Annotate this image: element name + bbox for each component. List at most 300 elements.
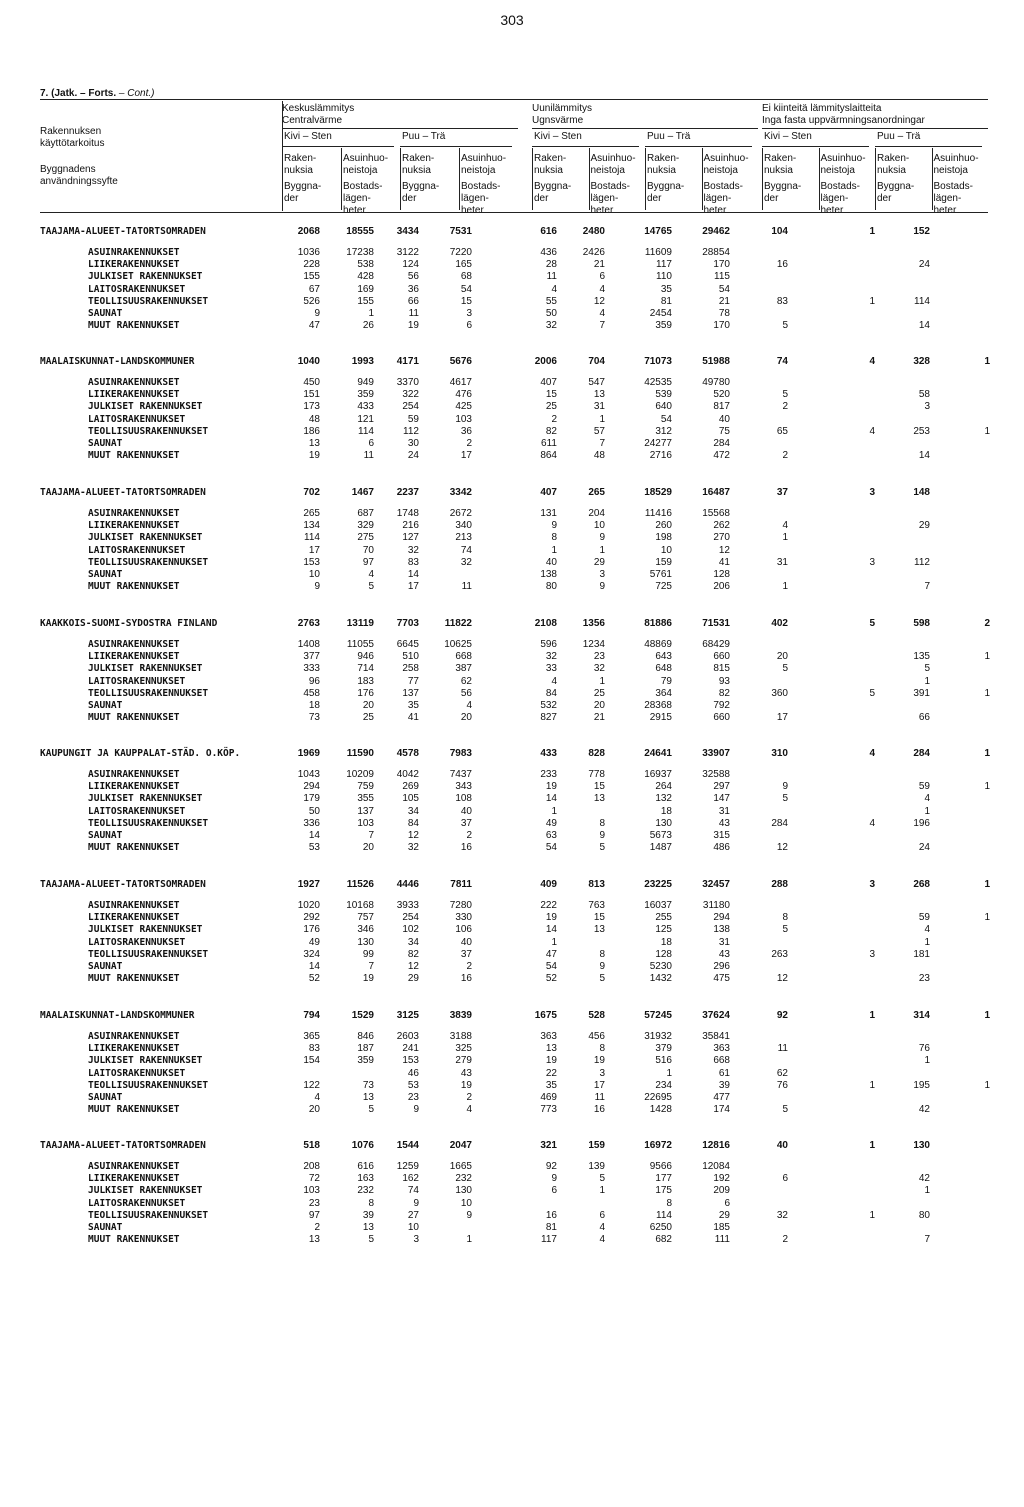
section-total-cell: 1675	[534, 1010, 557, 1021]
material-rule-1	[400, 146, 512, 147]
measure-label-sv3: heter	[590, 205, 614, 216]
section-title: TAAJAMA-ALUEET-TATORTSOMRADEN	[40, 226, 206, 237]
table-cell: 80	[545, 581, 557, 593]
measure-label-fi2: neistoja	[343, 165, 378, 176]
table-cell: 25	[545, 401, 557, 413]
table-cell: 52	[308, 973, 320, 985]
table-cell: 19	[593, 1055, 605, 1067]
table-cell: 228	[303, 259, 320, 271]
heating-group-rule-1	[532, 128, 758, 129]
section-total-cell: 3342	[449, 487, 472, 498]
table-cell: 114	[656, 1209, 672, 1221]
heating-group-rule-2	[762, 128, 988, 129]
table-cell: 3122	[396, 247, 419, 258]
measure-label-sv1: Bostads-	[461, 181, 501, 192]
row-label: MUUT RAKENNUKSET	[88, 842, 180, 854]
table-cell: 322	[402, 389, 419, 401]
table-cell: 20	[362, 842, 374, 854]
table-cell: 262	[713, 520, 730, 532]
table-cell: 31	[718, 936, 730, 948]
table-cell: 173	[303, 401, 320, 413]
table-cell: 176	[357, 687, 374, 699]
table-cell: 59	[407, 413, 419, 425]
section-total-cell: 528	[588, 1010, 605, 1021]
section-total-cell: 1	[869, 1010, 875, 1021]
section-total-cell: 2480	[582, 226, 605, 237]
table-cell: 4042	[396, 769, 419, 780]
measure-label-sv3: heter	[461, 205, 484, 216]
table-cell: 135	[913, 651, 930, 663]
table-cell: 9	[599, 581, 605, 593]
row-label: JULKISET RAKENNUKSET	[88, 271, 203, 283]
table-cell: 260	[655, 520, 672, 532]
table-cell: 35	[545, 1079, 557, 1091]
table-cell: 43	[460, 1067, 472, 1079]
table-cell: 6250	[649, 1222, 672, 1233]
table-cell: 25	[593, 687, 605, 699]
measure-label-sv3: heter	[933, 205, 957, 216]
row-label: SAUNAT	[88, 700, 123, 711]
table-cell: 1	[924, 1185, 930, 1197]
row-label: ASUINRAKENNUKSET	[88, 769, 180, 780]
section-total-cell: 265	[588, 487, 605, 498]
table-cell: 7	[924, 1234, 930, 1246]
section-total-cell: 18529	[644, 487, 672, 498]
table-cell: 1	[984, 651, 990, 663]
table-cell: 428	[357, 271, 374, 283]
row-label: TEOLLISUUSRAKENNUKSET	[88, 817, 209, 829]
table-cell: 778	[588, 769, 605, 780]
table-cell: 18	[660, 936, 672, 948]
table-cell: 23	[308, 1197, 320, 1209]
table-cell: 31	[718, 805, 730, 817]
table-cell: 19	[460, 1079, 472, 1091]
heating-group-sv: Inga fasta uppvärmningsanordningar	[762, 115, 925, 126]
table-cell: 9	[551, 520, 557, 532]
table-cell: 596	[540, 639, 557, 650]
section-total-cell: 23225	[644, 879, 672, 890]
row-label: ASUINRAKENNUKSET	[88, 1161, 180, 1172]
table-cell: 6	[368, 438, 374, 449]
table-cell: 3370	[396, 377, 419, 388]
table-cell: 2	[782, 450, 788, 462]
table-cell: 10	[407, 1222, 419, 1233]
table-cell: 97	[308, 1209, 320, 1221]
table-cell: 7	[368, 830, 374, 841]
group-divider	[282, 101, 283, 211]
table-cell: 163	[357, 1173, 374, 1185]
table-cell: 13	[545, 1043, 557, 1055]
measure-label	[704, 153, 757, 217]
table-cell: 340	[455, 520, 472, 532]
table-cell: 58	[918, 389, 930, 401]
table-cell: 8	[782, 912, 788, 924]
table-cell: 17	[776, 712, 788, 724]
section-total-cell: 314	[913, 1010, 930, 1021]
table-cell: 7280	[449, 900, 472, 911]
table-cell: 13	[362, 1222, 374, 1233]
table-cell: 162	[402, 1173, 419, 1185]
section-total-cell: 152	[913, 226, 930, 237]
table-cell: 30	[407, 438, 419, 449]
row-label: JULKISET RAKENNUKSET	[88, 663, 203, 675]
table-cell: 16	[545, 1209, 557, 1221]
section-total-cell: 13119	[346, 618, 374, 629]
table-cell: 84	[545, 687, 557, 699]
table-cell: 25	[362, 712, 374, 724]
table-cell: 55	[545, 295, 557, 307]
row-label: ASUINRAKENNUKSET	[88, 247, 180, 258]
measure-label-fi2: nuksia	[534, 165, 563, 176]
section-total-cell: 11822	[444, 618, 472, 629]
table-cell: 9	[314, 308, 320, 319]
measure-label	[402, 153, 457, 205]
table-cell: 179	[303, 793, 320, 805]
table-cell: 10625	[444, 639, 472, 650]
section-total-cell: 433	[540, 748, 557, 759]
table-cell: 24	[918, 842, 930, 854]
table-cell: 29	[918, 520, 930, 532]
table-cell: 19	[362, 973, 374, 985]
table-cell: 5	[782, 389, 788, 401]
table-cell: 5	[782, 924, 788, 936]
section-total-cell: 1	[869, 226, 875, 237]
table-cell: 42	[918, 1104, 930, 1116]
measure-label-fi1: Asuinhuo-	[343, 153, 389, 164]
table-cell: 21	[718, 295, 730, 307]
table-cell: 6	[551, 1185, 557, 1197]
row-label: ASUINRAKENNUKSET	[88, 639, 180, 650]
section-total-cell: 518	[303, 1140, 320, 1151]
table-cell: 11416	[644, 508, 672, 519]
section-total-cell: 37	[776, 487, 788, 498]
table-cell: 292	[303, 912, 320, 924]
table-cell: 27	[407, 1209, 419, 1221]
table-cell: 8	[599, 1043, 605, 1055]
table-cell: 31180	[702, 900, 730, 911]
section-total-cell: 7983	[449, 748, 472, 759]
table-cell: 29	[718, 1209, 730, 1221]
table-cell: 41	[407, 712, 419, 724]
table-cell: 9	[413, 1197, 419, 1209]
table-cell: 2	[466, 438, 472, 449]
table-cell: 15	[593, 781, 605, 793]
table-cell: 16937	[644, 769, 672, 780]
measure-label-sv3: heter	[820, 205, 844, 216]
section-total-cell: 794	[303, 1010, 320, 1021]
table-cell: 757	[357, 912, 374, 924]
table-cell: 3	[466, 308, 472, 319]
section-total-cell: 268	[913, 879, 930, 890]
measure-label-sv1: Bostads-	[820, 181, 860, 192]
table-cell: 102	[402, 924, 419, 936]
row-label: LAITOSRAKENNUKSET	[88, 1197, 186, 1209]
table-cell: 17	[407, 581, 419, 593]
section-title: TAAJAMA-ALUEET-TATORTSOMRADEN	[40, 879, 206, 890]
table-cell: 475	[713, 973, 730, 985]
section-total-cell: 1529	[351, 1010, 374, 1021]
table-cell: 122	[303, 1079, 320, 1091]
table-cell: 5	[368, 1104, 374, 1116]
table-cell: 83	[308, 1043, 320, 1055]
heating-group-fi: Keskuslämmitys	[282, 103, 355, 114]
table-cell: 54	[545, 842, 557, 854]
measure-label-sv1: Bostads-	[590, 181, 630, 192]
material-rule-0	[282, 146, 394, 147]
section-total-cell: 616	[540, 226, 557, 237]
table-cell: 147	[713, 793, 730, 805]
table-cell: 31932	[644, 1031, 672, 1042]
table-cell: 294	[713, 912, 730, 924]
section-total-cell: 7531	[449, 226, 472, 237]
section-total-cell: 702	[303, 487, 320, 498]
table-cell: 11	[777, 1043, 788, 1055]
table-cell: 668	[455, 651, 472, 663]
table-cell: 8	[666, 1197, 672, 1209]
table-cell: 155	[357, 295, 374, 307]
column-divider	[819, 148, 820, 210]
table-cell: 4	[368, 569, 374, 580]
column-divider	[400, 148, 401, 210]
table-cell: 668	[713, 1055, 730, 1067]
measure-label-sv2: lägen-	[703, 193, 732, 204]
table-cell: 1408	[297, 639, 320, 650]
table-cell: 14	[918, 320, 930, 332]
table-cell: 9	[466, 1209, 472, 1221]
table-cell: 174	[713, 1104, 730, 1116]
table-cell: 13	[362, 1092, 374, 1103]
table-cell: 68	[460, 271, 472, 283]
table-cell: 195	[913, 1079, 930, 1091]
column-divider	[532, 148, 533, 210]
table-cell: 112	[914, 556, 930, 568]
table-cell: 155	[303, 271, 320, 283]
measure-label-fi1: Asuinhuo-	[820, 153, 866, 164]
column-divider	[589, 148, 590, 210]
measure-label-fi1: Raken-	[647, 153, 680, 164]
table-cell: 2	[466, 961, 472, 972]
table-cell: 77	[407, 675, 419, 687]
section-total-cell: 11526	[346, 879, 374, 890]
table-cell: 486	[713, 842, 730, 854]
table-cell: 81	[660, 295, 672, 307]
section-total-cell: 2763	[297, 618, 320, 629]
table-cell: 49780	[702, 377, 730, 388]
section-total-cell: 71531	[702, 618, 730, 629]
section-total-cell: 828	[588, 748, 605, 759]
table-cell: 3	[869, 948, 875, 960]
table-cell: 1	[924, 1055, 930, 1067]
measure-label-sv1: Byggna-	[877, 181, 915, 192]
table-cell: 14	[545, 924, 557, 936]
section-total-cell: 3	[869, 487, 875, 498]
table-cell: 130	[455, 1185, 472, 1197]
table-cell: 62	[776, 1067, 788, 1079]
table-cell: 159	[655, 556, 672, 568]
measure-label-sv2: lägen-	[461, 193, 489, 204]
table-cell: 773	[540, 1104, 557, 1116]
table-cell: 5	[869, 687, 875, 699]
table-cell: 254	[402, 912, 419, 924]
table-cell: 7220	[449, 247, 472, 258]
table-cell: 127	[402, 532, 419, 544]
table-cell: 2	[466, 830, 472, 841]
row-label: SAUNAT	[88, 438, 123, 449]
table-cell: 36	[407, 283, 419, 295]
table-cell: 643	[655, 651, 672, 663]
table-cell: 5	[782, 793, 788, 805]
table-cell: 6	[599, 271, 605, 283]
table-cell: 660	[713, 651, 730, 663]
table-cell: 54	[545, 961, 557, 972]
row-label: TEOLLISUUSRAKENNUKSET	[88, 1209, 209, 1221]
section-total-cell: 71073	[644, 356, 672, 367]
heating-group-sv: Centralvärme	[282, 115, 343, 126]
left-header-sv-1: Byggnadens	[40, 164, 96, 175]
table-cell: 41	[718, 556, 730, 568]
row-label: MUUT RAKENNUKSET	[88, 973, 180, 985]
table-cell: 181	[913, 948, 930, 960]
table-cell: 648	[655, 663, 672, 675]
table-cell: 37	[460, 948, 472, 960]
table-cell: 4617	[449, 377, 472, 388]
table-cell: 9566	[649, 1161, 672, 1172]
measure-label	[284, 153, 339, 205]
table-cell: 3188	[449, 1031, 472, 1042]
table-cell: 1043	[297, 769, 320, 780]
table-cell: 17	[460, 450, 472, 462]
column-divider	[645, 148, 646, 210]
table-cell: 15	[593, 912, 605, 924]
table-cell: 660	[713, 712, 730, 724]
table-cell: 359	[357, 389, 374, 401]
table-cell: 946	[357, 651, 374, 663]
row-label: ASUINRAKENNUKSET	[88, 508, 180, 519]
table-cell: 63	[545, 830, 557, 841]
table-cell: 5	[599, 973, 605, 985]
table-cell: 297	[713, 781, 730, 793]
table-cell: 2	[782, 401, 788, 413]
table-cell: 4	[924, 793, 930, 805]
table-cell: 4	[599, 1222, 605, 1233]
heating-group-rule-0	[282, 128, 518, 129]
table-cell: 391	[913, 687, 930, 699]
row-label: LIIKERAKENNUKSET	[88, 912, 180, 924]
section-total-cell: 1544	[396, 1140, 419, 1151]
measure-label-sv1: Byggna-	[647, 181, 685, 192]
table-cell: 472	[713, 450, 730, 462]
measure-label-sv1: Byggna-	[764, 181, 802, 192]
section-total-cell: 92	[776, 1010, 788, 1021]
section-total-cell: 409	[540, 879, 557, 890]
section-total-cell: 402	[771, 618, 788, 629]
section-total-cell: 33907	[702, 748, 730, 759]
measure-label-fi1: Raken-	[764, 153, 797, 164]
header-top-rule	[40, 99, 988, 100]
table-cell: 96	[308, 675, 320, 687]
table-cell: 32	[545, 651, 557, 663]
measure-label	[877, 153, 930, 205]
section-total-cell: 1467	[351, 487, 374, 498]
table-cell: 70	[362, 544, 374, 556]
table-cell: 111	[714, 1234, 730, 1246]
section-total-cell: 4	[869, 748, 875, 759]
table-cell: 28854	[702, 247, 730, 258]
row-label: LIIKERAKENNUKSET	[88, 389, 180, 401]
table-cell: 11	[546, 271, 557, 283]
table-cell: 425	[455, 401, 472, 413]
section-total-cell: 1	[984, 748, 990, 759]
row-label: MUUT RAKENNUKSET	[88, 712, 180, 724]
table-cell: 14	[308, 961, 320, 972]
table-cell: 6	[466, 320, 472, 332]
table-cell: 169	[357, 283, 374, 295]
table-cell: 61	[718, 1067, 730, 1079]
row-label: MUUT RAKENNUKSET	[88, 581, 180, 593]
table-cell: 114	[304, 532, 320, 544]
table-cell: 35841	[702, 1031, 730, 1042]
measure-label-fi1: Raken-	[284, 153, 317, 164]
table-cell: 10	[660, 544, 672, 556]
table-cell: 4	[599, 1234, 605, 1246]
table-cell: 82	[718, 687, 730, 699]
measure-label-sv2: der	[284, 193, 299, 204]
table-cell: 817	[713, 401, 730, 413]
table-cell: 4	[551, 283, 557, 295]
material-rule-3	[645, 146, 752, 147]
table-cell: 23	[918, 973, 930, 985]
section-total-cell: 1356	[582, 618, 605, 629]
section-total-cell: 2108	[534, 618, 557, 629]
table-cell: 296	[713, 961, 730, 972]
row-label: TEOLLISUUSRAKENNUKSET	[88, 687, 209, 699]
table-cell: 407	[540, 377, 557, 388]
row-label: LAITOSRAKENNUKSET	[88, 675, 186, 687]
table-cell: 1	[984, 1079, 990, 1091]
table-cell: 1	[368, 308, 374, 319]
row-label: TEOLLISUUSRAKENNUKSET	[88, 948, 209, 960]
table-cell: 8	[368, 1197, 374, 1209]
table-cell: 9	[599, 532, 605, 544]
measure-label-sv2: der	[402, 193, 417, 204]
table-cell: 93	[718, 675, 730, 687]
table-cell: 232	[357, 1185, 374, 1197]
table-cell: 151	[303, 389, 320, 401]
table-cell: 56	[460, 687, 472, 699]
table-cell: 32	[460, 556, 472, 568]
table-cell: 1036	[297, 247, 320, 258]
table-cell: 1	[869, 1079, 875, 1091]
table-cell: 12	[407, 830, 419, 841]
material-rule-2	[532, 146, 639, 147]
section-total-cell: 598	[913, 618, 930, 629]
row-label: MUUT RAKENNUKSET	[88, 320, 180, 332]
table-cell: 208	[303, 1161, 320, 1172]
table-cell: 31	[593, 401, 605, 413]
heating-group-header-2	[762, 103, 988, 127]
table-cell: 2	[466, 1092, 472, 1103]
table-cell: 213	[455, 532, 472, 544]
table-cell: 79	[660, 675, 672, 687]
section-total-cell: 29462	[702, 226, 730, 237]
table-cell: 13	[593, 389, 605, 401]
table-cell: 19	[545, 781, 557, 793]
table-cell: 616	[357, 1161, 374, 1172]
table-cell: 73	[362, 1079, 374, 1091]
row-label: LIIKERAKENNUKSET	[88, 259, 180, 271]
measure-label-fi1: Raken-	[534, 153, 567, 164]
section-total-cell: 81886	[644, 618, 672, 629]
